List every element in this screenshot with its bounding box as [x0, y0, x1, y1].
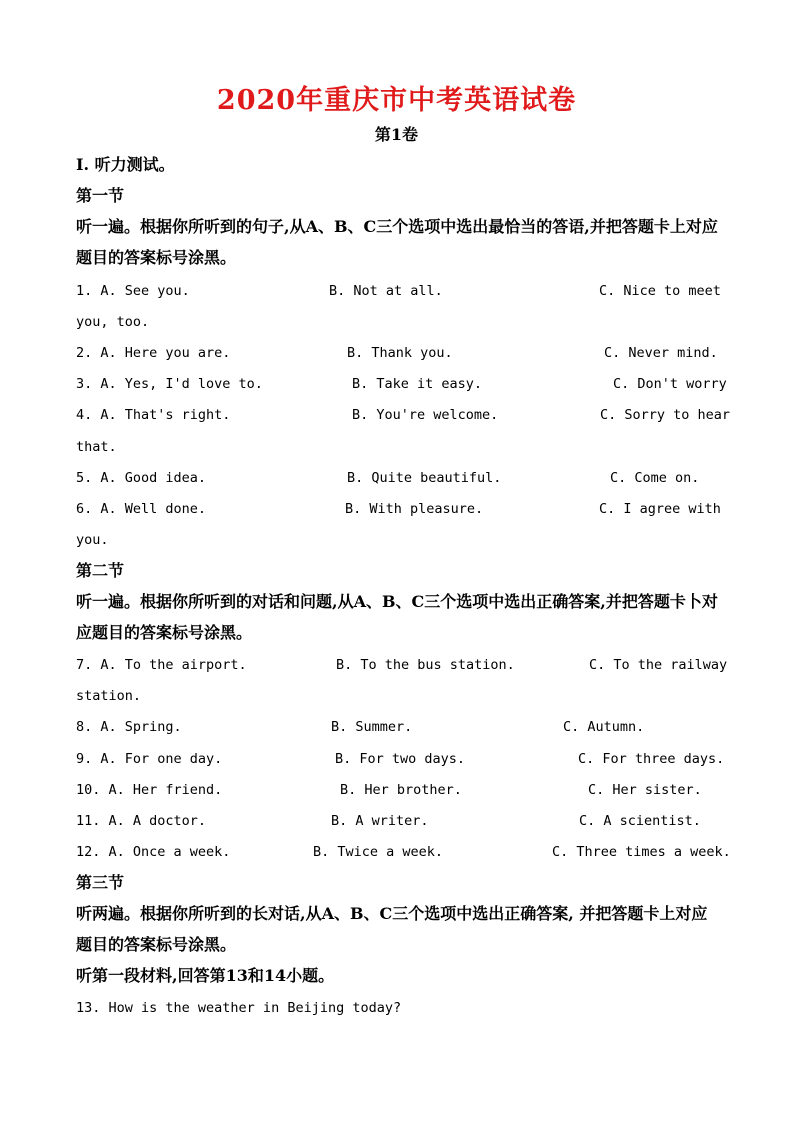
question-10-option-a: 10. A. Her friend. [76, 782, 223, 798]
section-3-heading: 第三节 [76, 873, 125, 892]
question-5-option-c: C. Come on. [610, 470, 700, 486]
question-2-option-b: B. Thank you. [347, 345, 453, 361]
question-1-option-c: C. Nice to meet [599, 283, 721, 299]
question-8-option-c: C. Autumn. [563, 719, 645, 735]
section-2-instructions-line-2: 应题目的答案标号涂黑。 [76, 623, 253, 642]
question-10-option-b: B. Her brother. [340, 782, 462, 798]
question-9-option-a: 9. A. For one day. [76, 751, 223, 767]
question-9-option-c: C. For three days. [578, 751, 725, 767]
question-4-option-c-continued: that. [76, 439, 117, 455]
question-3-option-a: 3. A. Yes, I'd love to. [76, 376, 263, 392]
section-3-instructions-line-2: 题目的答案标号涂黑。 [76, 935, 237, 954]
question-7-option-b: B. To the bus station. [336, 657, 515, 673]
part-heading: I. 听力测试。 [76, 155, 175, 174]
question-8-option-b: B. Summer. [331, 719, 413, 735]
question-3-option-c: C. Don't worry [613, 376, 727, 392]
question-12-option-b: B. Twice a week. [313, 844, 444, 860]
page-title: 2020年重庆市中考英语试卷 [216, 85, 577, 116]
section-1-instructions-line-2: 题目的答案标号涂黑。 [76, 248, 237, 267]
question-11-option-a: 11. A. A doctor. [76, 813, 207, 829]
question-6-option-a: 6. A. Well done. [76, 501, 207, 517]
question-7-option-c-continued: station. [76, 688, 142, 704]
question-1-option-c-continued: you, too. [76, 314, 150, 330]
section-1-instructions-line-1: 听一遍。根据你所听到的句子,从A、B、C三个选项中选出最恰当的答语,并把答题卡上对应 [76, 217, 718, 236]
section-2-instructions-line-1: 听一遍。根据你所听到的对话和问题,从A、B、C三个选项中选出正确答案,并把答题卡卜对 [76, 592, 718, 611]
question-10-option-c: C. Her sister. [588, 782, 702, 798]
question-11-option-b: B. A writer. [331, 813, 429, 829]
question-1-option-b: B. Not at all. [329, 283, 443, 299]
question-4-option-b: B. You're welcome. [352, 407, 499, 423]
question-12-option-a: 12. A. Once a week. [76, 844, 231, 860]
question-11-option-c: C. A scientist. [579, 813, 701, 829]
question-3-option-b: B. Take it easy. [352, 376, 483, 392]
question-2-option-a: 2. A. Here you are. [76, 345, 231, 361]
question-4-option-c: C. Sorry to hear [600, 407, 731, 423]
question-7-option-a: 7. A. To the airport. [76, 657, 247, 673]
question-9-option-b: B. For two days. [335, 751, 466, 767]
question-12-option-c: C. Three times a week. [552, 844, 731, 860]
question-4-option-a: 4. A. That's right. [76, 407, 231, 423]
question-6-option-c: C. I agree with [599, 501, 721, 517]
section-2-heading: 第二节 [76, 561, 125, 580]
volume-label: 第1卷 [374, 125, 419, 144]
question-13-stem: 13. How is the weather in Beijing today? [76, 1000, 402, 1016]
section-1-heading: 第一节 [76, 186, 125, 205]
question-2-option-c: C. Never mind. [604, 345, 718, 361]
question-1-option-a: 1. A. See you. [76, 283, 190, 299]
question-8-option-a: 8. A. Spring. [76, 719, 182, 735]
section-3-instructions-line-1: 听两遍。根据你所听到的长对话,从A、B、C三个选项中选出正确答案, 并把答题卡上对应 [76, 904, 708, 923]
section-3-material-1-note: 听第一段材料,回答第13和14小题。 [76, 966, 335, 985]
question-5-option-b: B. Quite beautiful. [347, 470, 502, 486]
question-5-option-a: 5. A. Good idea. [76, 470, 207, 486]
question-7-option-c: C. To the railway [589, 657, 728, 673]
question-6-option-c-continued: you. [76, 532, 109, 548]
question-6-option-b: B. With pleasure. [345, 501, 484, 517]
